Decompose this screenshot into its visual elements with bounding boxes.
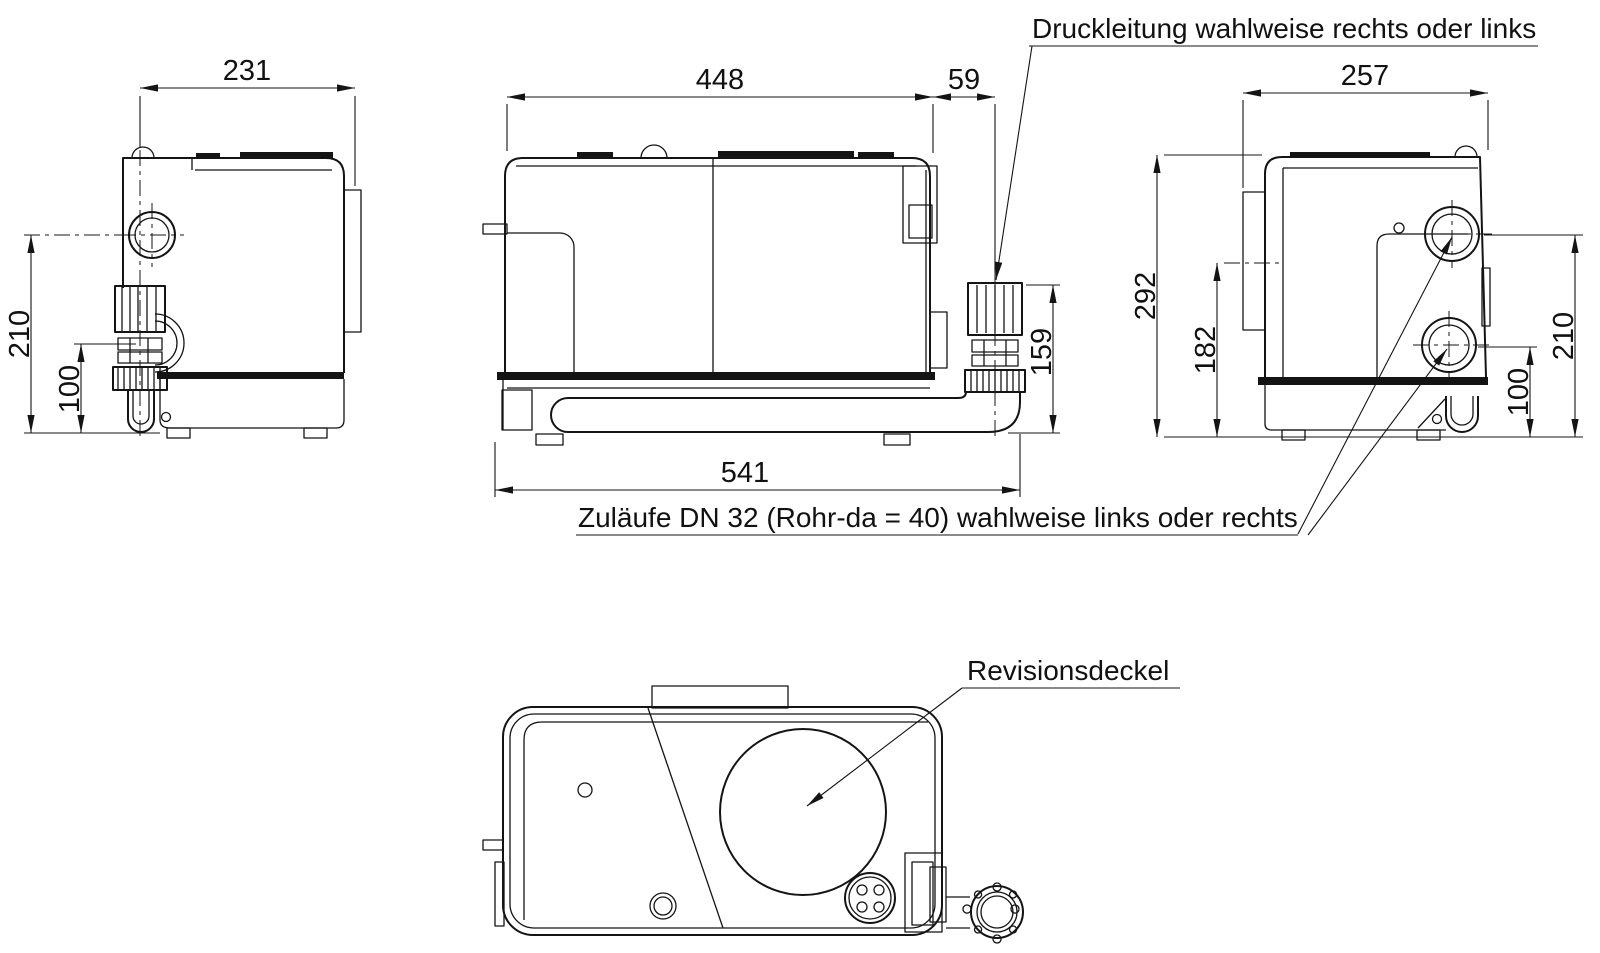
dim-front-tank-length — [507, 64, 933, 153]
pipe-u-outer — [128, 390, 154, 432]
knurl-lines — [118, 367, 160, 390]
discharge-pipe-cap — [551, 398, 568, 432]
top-tab — [652, 686, 788, 708]
front-view-pressure-fitting — [965, 270, 1025, 440]
knurl-lines — [971, 370, 1019, 392]
dim-front-outlet-offset — [933, 64, 995, 272]
base-plate — [157, 372, 344, 379]
fitting-ribs — [977, 285, 1013, 333]
top-seal-strip — [240, 152, 333, 158]
dim-left-width — [140, 55, 355, 186]
gland-inner-circle — [849, 877, 891, 919]
left-view-base — [157, 372, 344, 438]
right-view-base — [1258, 377, 1488, 440]
body-outline — [505, 158, 930, 373]
tank-outline-inner — [510, 714, 935, 928]
corner-bracket-inner — [909, 205, 932, 238]
foot — [536, 434, 563, 445]
right-side-view — [1130, 60, 1583, 440]
leader-pressure-line — [996, 46, 1032, 280]
cable-gland — [845, 873, 895, 923]
dimension-value: 100 — [54, 364, 86, 414]
dimension-value: 448 — [695, 64, 745, 96]
vent-hole — [1394, 223, 1404, 233]
label-pressure-line — [996, 13, 1538, 280]
drain-hole — [1433, 415, 1442, 424]
top-seal-strip — [196, 153, 220, 158]
label-inspection-cover — [807, 655, 1180, 806]
foot — [167, 428, 190, 438]
dimension-value: 210 — [4, 309, 36, 359]
dimension-value: 100 — [1503, 367, 1535, 417]
dimension-value: 292 — [1130, 271, 1162, 321]
dimension-value: 159 — [1026, 327, 1058, 377]
gland-hole — [874, 902, 884, 912]
side-port-block — [1243, 192, 1265, 330]
gland-hole — [857, 902, 867, 912]
small-hole — [578, 783, 592, 797]
outlet-nut-outer — [971, 886, 1023, 938]
front-view — [483, 64, 1060, 497]
dimension-value: 182 — [1190, 325, 1222, 375]
base-skirt — [503, 380, 930, 430]
dim-front-total-length — [495, 434, 1020, 497]
dimension-value: 541 — [720, 457, 770, 489]
tank-outline-outer — [503, 707, 942, 935]
front-view-body — [483, 145, 947, 373]
inspection-cover-circle — [720, 729, 886, 895]
side-tab — [483, 840, 503, 850]
gland-outer-circle — [845, 873, 895, 923]
top-dome-bump — [132, 147, 154, 158]
fitting-ribs — [122, 287, 156, 331]
top-seal-strip — [718, 151, 854, 157]
top-view-outlet — [905, 853, 1023, 943]
drain-hole — [162, 413, 171, 422]
outlet-nut-bore — [981, 896, 1013, 928]
top-seal-strip — [577, 152, 613, 158]
gland-hole — [857, 885, 867, 895]
top-seal-strip — [858, 152, 894, 157]
inlet-note: Zuläufe DN 32 (Rohr-da = 40) wahlweise links oder rechts — [578, 502, 1298, 533]
front-view-base — [497, 372, 1020, 445]
foot — [884, 434, 910, 445]
gland-hole — [874, 885, 884, 895]
dimension-value: 59 — [947, 64, 981, 96]
seam-line — [648, 708, 723, 928]
small-boss-inner — [654, 897, 672, 915]
top-dome-bump — [641, 145, 667, 158]
left-side-view — [4, 55, 361, 440]
foot — [1282, 430, 1305, 440]
dimension-value: 257 — [1340, 60, 1390, 92]
pressure-line-note: Druckleitung wahlweise rechts oder links — [1032, 13, 1537, 44]
discharge-pipe-top — [568, 392, 966, 398]
leader-inlet-upper — [1298, 237, 1452, 534]
skirt-cut-line — [1418, 399, 1445, 428]
top-seal-strip — [1290, 152, 1430, 157]
top-dome-bump — [1455, 146, 1477, 157]
outlet-box — [905, 853, 942, 932]
foot — [1417, 430, 1440, 440]
inspection-cover-label: Revisionsdeckel — [967, 655, 1170, 686]
inner-panel-line — [1377, 234, 1468, 380]
dim-right-lower-inlet-height — [1478, 347, 1537, 437]
pipe-u-inner — [1451, 396, 1473, 425]
edge-block — [930, 312, 947, 368]
top-view — [483, 686, 1023, 943]
base-plate — [497, 372, 935, 380]
body-outline — [123, 158, 344, 373]
side-tab — [483, 224, 507, 234]
leader-inspection-cover — [807, 688, 962, 806]
dimension-value: 231 — [222, 55, 272, 87]
base-skirt — [160, 379, 344, 428]
base-plate — [1258, 377, 1488, 385]
dimension-value: 210 — [1548, 311, 1580, 361]
dim-front-outlet-height — [1008, 285, 1060, 433]
dim-right-depth — [1243, 60, 1488, 188]
dim-right-side-port-height — [1190, 263, 1280, 437]
inner-panel-line — [507, 233, 574, 373]
foot — [304, 428, 327, 438]
skirt-block — [502, 390, 532, 430]
left-view-body — [123, 147, 361, 373]
pipe-u-inner — [133, 390, 149, 424]
side-panel — [344, 190, 361, 332]
